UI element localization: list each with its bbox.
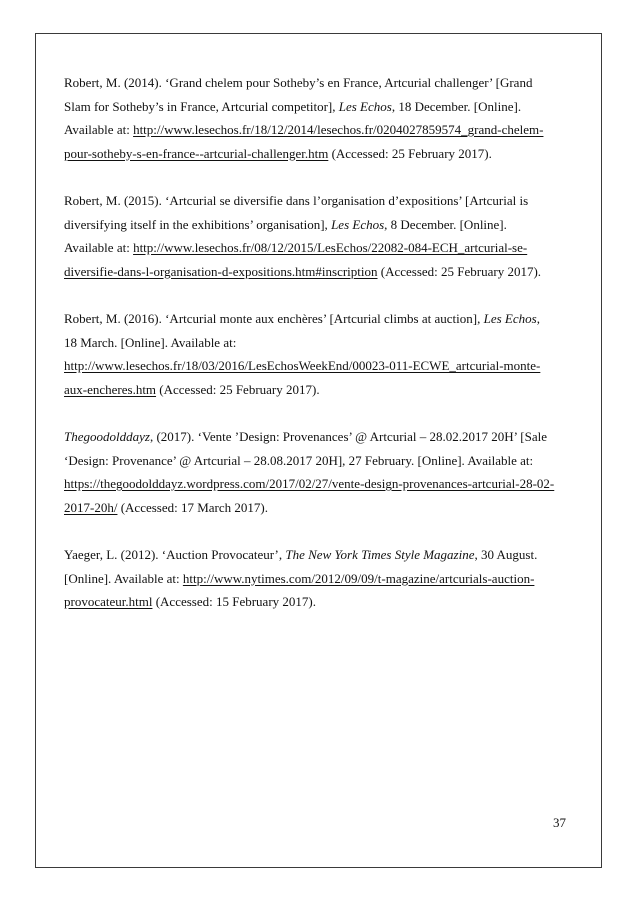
reference-text: Available at: [64, 122, 134, 137]
publication-title: Les Echos [331, 216, 385, 232]
reference-entry [64, 543, 564, 614]
reference-text: Yaeger, L. (2012). ‘Auction Provocateur’, [64, 547, 286, 562]
reference-line [64, 543, 564, 567]
publication-title: The New York Times Style Magazine [285, 547, 475, 562]
reference-line [64, 118, 564, 142]
reference-line [64, 449, 564, 473]
reference-line [64, 590, 564, 614]
publication-title: Les Echos [483, 311, 537, 326]
reference-text: (Accessed: 25 February 2017). [156, 381, 320, 397]
reference-url-link[interactable]: pour-sotheby-s-en-france--artcurial-challenger.htm [64, 145, 329, 161]
reference-entry [64, 307, 564, 401]
reference-line [64, 331, 564, 355]
reference-line [64, 236, 564, 260]
reference-text: , [536, 311, 540, 326]
reference-url-link[interactable]: 2017-20h/ [64, 499, 118, 515]
reference-line [64, 472, 564, 496]
reference-line [64, 213, 564, 237]
reference-line [64, 95, 564, 119]
reference-url-link[interactable]: aux-encheres.htm [64, 381, 157, 397]
reference-text: Available at: [64, 240, 134, 255]
reference-text: 18 March. [Online]. Available at: [64, 334, 237, 350]
reference-line [64, 260, 564, 284]
reference-text: , 30 August. [474, 547, 538, 562]
reference-text: [Online]. Available at: [64, 570, 183, 586]
reference-text: (Accessed: 17 March 2017). [117, 499, 268, 515]
reference-text: Robert, M. (2016). ‘Artcurial monte aux enchères’ [Artcurial climbs at auction], [64, 311, 484, 326]
reference-line [64, 378, 564, 402]
reference-line [64, 425, 564, 449]
reference-text: diversifying itself in the exhibitions’ organisation], [64, 216, 332, 232]
reference-line [64, 567, 564, 591]
reference-url-link[interactable]: http://www.lesechos.fr/18/03/2016/LesEchosWeekEnd/00023-011-ECWE_artcurial-monte- [64, 358, 541, 373]
reference-url-link[interactable]: http://www.nytimes.com/2012/09/09/t-magazine/artcurials-auction- [182, 570, 535, 586]
reference-text: Slam for Sotheby’s in France, Artcurial competitor], [64, 98, 339, 114]
reference-text: (Accessed: 25 February 2017). [377, 263, 542, 279]
reference-text: (Accessed: 25 February 2017). [328, 145, 492, 161]
reference-list [64, 71, 564, 638]
reference-line [64, 189, 564, 213]
reference-line [64, 71, 564, 95]
reference-line [64, 354, 564, 378]
reference-entry [64, 71, 564, 165]
reference-text: ‘Design: Provenance’ @ Artcurial – 28.08.2017 20H], 27 February. [Online]. Available at: [64, 452, 534, 468]
reference-entry [64, 189, 564, 283]
reference-url-link[interactable]: diversifie-dans-l-organisation-d-expositions.htm#inscription [64, 263, 378, 279]
reference-url-link[interactable]: http://www.lesechos.fr/08/12/2015/LesEchos/22082-084-ECH_artcurial-se- [133, 240, 528, 255]
reference-url-link[interactable]: http://www.lesechos.fr/18/12/2014/lesechos.fr/0204027859574_grand-chelem- [133, 122, 544, 137]
reference-line [64, 142, 564, 166]
reference-line [64, 307, 564, 331]
reference-text: , 18 December. [Online]. [391, 98, 522, 114]
reference-url-link[interactable]: https://thegoodolddayz.wordpress.com/2017/02/27/vente-design-provenances-artcurial-28-02- [64, 476, 555, 491]
publication-title: Thegoodolddayz [64, 429, 150, 444]
reference-entry [64, 425, 564, 519]
reference-text: (Accessed: 15 February 2017). [152, 594, 316, 609]
reference-text: Robert, M. (2015). ‘Artcurial se diversifie dans l’organisation d’expositions’ [Artcurial is [64, 193, 529, 208]
publication-title: Les Echos [338, 98, 392, 114]
reference-url-link[interactable]: provocateur.html [64, 594, 153, 609]
reference-text: , 8 December. [Online]. [384, 216, 507, 232]
reference-text: Robert, M. (2014). ‘Grand chelem pour Sotheby’s en France, Artcurial challenger’ [Grand [64, 75, 533, 90]
page-number: 37 [553, 815, 566, 830]
reference-line [64, 496, 564, 520]
reference-text: , (2017). ‘Vente ’Design: Provenances’ @ Artcurial – 28.02.2017 20H’ [Sale [149, 429, 548, 444]
